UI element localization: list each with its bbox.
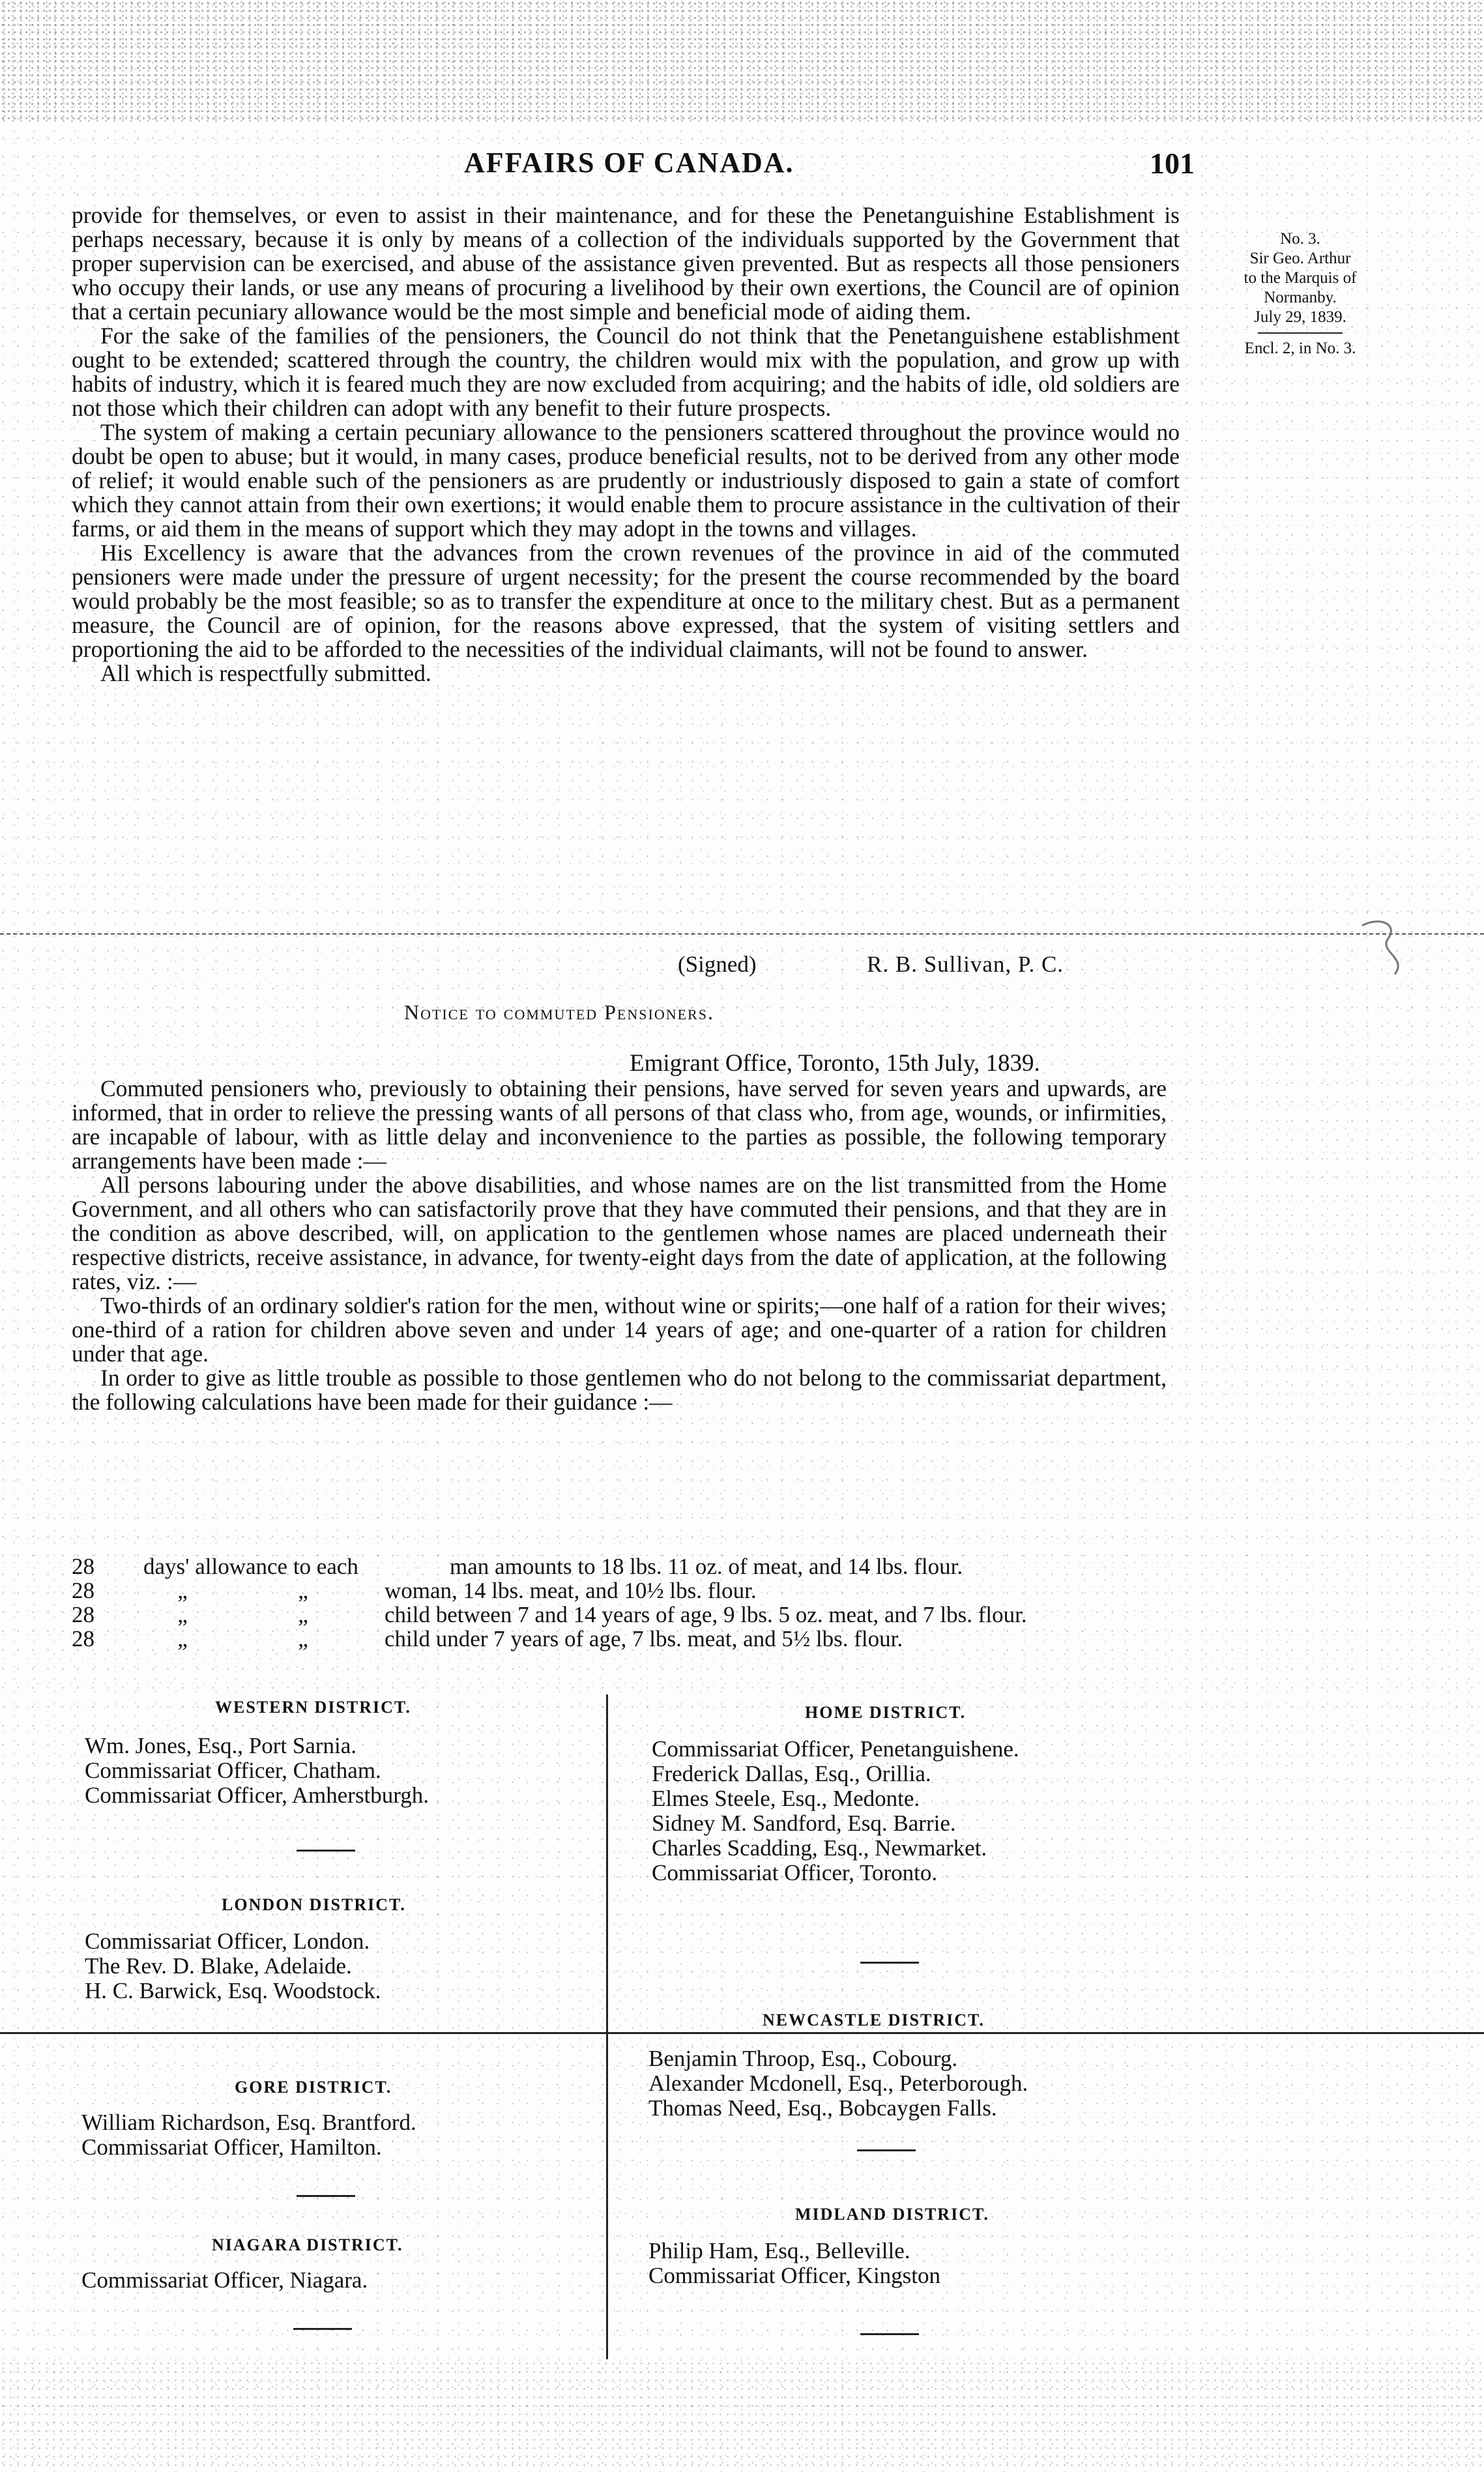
london-district-title: LONDON DISTRICT. (222, 1895, 406, 1914)
district-entry: Commissariat Officer, Niagara. (81, 2267, 368, 2293)
district-entry: Thomas Need, Esq., Bobcaygen Falls. (648, 2095, 997, 2121)
notice-body (72, 1077, 1167, 1414)
home-district-list (652, 1737, 1019, 1885)
section-rule (297, 1850, 355, 1852)
report-body (72, 203, 1180, 686)
margin-note-line: Sir Geo. Arthur (1249, 250, 1351, 267)
district-entry: Elmes Steele, Esq., Medonte. (652, 1786, 920, 1811)
london-district-list (85, 1929, 381, 2003)
newcastle-district-list (648, 2046, 1028, 2121)
district-entry: Benjamin Throop, Esq., Cobourg. (648, 2046, 958, 2071)
district-entry: Commissariat Officer, Penetanguishene. (652, 1736, 1019, 1762)
home-district-title: HOME DISTRICT. (805, 1703, 967, 1722)
newcastle-district-title: NEWCASTLE DISTRICT. (763, 2011, 985, 2029)
ditto-mark: „ (298, 1578, 308, 1603)
notice-office-date: Emigrant Office, Toronto, 15th July, 1839. (630, 1050, 1040, 1077)
margin-note-line: No. 3. (1280, 230, 1320, 248)
scan-noise-bottom (0, 2359, 1484, 2472)
district-entry: Frederick Dallas, Esq., Orillia. (652, 1761, 931, 1786)
pencil-mark-icon (1336, 912, 1440, 984)
gore-district-title: GORE DISTRICT. (235, 2078, 392, 2097)
district-entry: Commissariat Officer, Hamilton. (81, 2134, 382, 2160)
ditto-mark: „ (298, 1602, 308, 1627)
allowance-row (72, 1578, 1193, 1603)
scan-noise-top (0, 0, 1484, 124)
page-number: 101 (1150, 147, 1195, 180)
section-rule (857, 2149, 916, 2151)
allowance-desc: man amounts to 18 lbs. 11 oz. of meat, and 14 lbs. flour. (450, 1554, 963, 1579)
running-title: AFFAIRS OF CANADA. (464, 147, 794, 179)
ditto-mark: „ (177, 1602, 188, 1627)
section-rule (860, 1962, 919, 1964)
district-entry: Commissariat Officer, Chatham. (85, 1758, 381, 1783)
notice-paragraph: In order to give as little trouble as possible to those gentlemen who do not belong to the commissariat department, the following calculations have been made for their guidance :— (72, 1365, 1167, 1415)
column-divider (606, 1694, 608, 2359)
midland-district-title: MIDLAND DISTRICT. (795, 2205, 989, 2224)
district-entry: Commissariat Officer, London. (85, 1928, 370, 1954)
district-entry: The Rev. D. Blake, Adelaide. (85, 1953, 352, 1979)
district-entry: Alexander Mcdonell, Esq., Peterborough. (648, 2071, 1028, 2096)
district-entry: Wm. Jones, Esq., Port Sarnia. (85, 1733, 357, 1758)
report-paragraph: provide for themselves, or even to assist in their maintenance, and for these the Penetanguishine Establishment is perhaps necessary, because it is only by means of a collection of the individuals supported by the Government that proper supervision can be exercised, and abuse of the assistance given prevented. But as respects all those pensioners who occupy their lands, or use any means of procuring a livelihood by their own exertions, the Council are of opinion that a certain pecuniary allowance would be the most simple and beneficial mode of aiding them. (72, 202, 1180, 325)
notice-paragraph: Commuted pensioners who, previously to obtaining their pensions, have served for seven years and upwards, are informed, that in order to relieve the pressing wants of all persons of that class who, from age, wounds, or infirmities, are incapable of labour, with as little delay and inconvenience to the parties as possible, the following temporary arrangements have been made :— (72, 1075, 1167, 1174)
report-paragraph: His Excellency is aware that the advances from the crown revenues of the province in aid of the commuted pensioners were made under the pressure of urgent necessity; for the present the course recommended by the board would probably be the most feasible; so as to transfer the expenditure at once to the military chest. But as a permanent measure, the Council are of opinion, for the reasons above expressed, that the system of visiting settlers and proportioning the aid to be afforded to the necessities of the individual claimants, will not be found to answer. (72, 540, 1180, 662)
district-entry: Commissariat Officer, Amherstburgh. (85, 1782, 429, 1808)
notice-paragraph: Two-thirds of an ordinary soldier's ration for the men, without wine or spirits;—one half of a ration for their wives; one-third of a ration for children above seven and under 14 years of age; and one-quarter of a ration for children under that age. (72, 1292, 1167, 1367)
allowance-row (72, 1627, 1193, 1651)
notice-title: Notice to commuted Pensioners. (404, 1000, 714, 1024)
district-entry: Sidney M. Sandford, Esq. Barrie. (652, 1810, 956, 1836)
margin-note-divider (1258, 332, 1343, 334)
western-district-list (85, 1734, 429, 1808)
section-rule (293, 2328, 352, 2330)
section-rule (297, 2195, 355, 2197)
allowance-desc: child under 7 years of age, 7 lbs. meat, and 5½ lbs. flour. (385, 1626, 903, 1651)
gore-district-list (81, 2110, 416, 2160)
allowance-desc: child between 7 and 14 years of age, 9 lbs. 5 oz. meat, and 7 lbs. flour. (385, 1602, 1027, 1627)
margin-note-line: July 29, 1839. (1254, 308, 1346, 326)
signer-name: R. B. Sullivan, P. C. (867, 952, 1064, 977)
section-rule (860, 2333, 919, 2335)
allowance-desc: woman, 14 lbs. meat, and 10½ lbs. flour. (385, 1578, 757, 1603)
western-district-title: WESTERN DISTRICT. (215, 1698, 411, 1717)
allowance-days: 28 (72, 1578, 95, 1603)
district-entry: Philip Ham, Esq., Belleville. (648, 2238, 910, 2263)
district-entry: Commissariat Officer, Kingston (648, 2263, 941, 2288)
page-header (0, 146, 1484, 192)
district-entry: Commissariat Officer, Toronto. (652, 1860, 938, 1885)
allowance-table (72, 1554, 1193, 1651)
report-paragraph: For the sake of the families of the pensioners, the Council do not think that the Penetanguishene establishment ought to be extended; scattered through the country, the children would mix with the population, and grow up with habits of industry, which it is feared much they are now excluded from acquiring; and the habits of idle, old soldiers are not those which their children can adopt with any benefit to their future prospects. (72, 323, 1180, 421)
midland-district-list (648, 2239, 940, 2288)
ditto-mark: „ (298, 1626, 308, 1651)
margin-note (1212, 229, 1388, 358)
district-entry: Charles Scadding, Esq., Newmarket. (652, 1835, 987, 1861)
margin-note-line: to the Marquis of (1244, 269, 1357, 287)
ditto-mark: „ (177, 1578, 188, 1603)
allowance-days: 28 (72, 1626, 95, 1651)
allowance-row (72, 1603, 1193, 1627)
niagara-district-list (81, 2268, 368, 2293)
margin-note-line: Normanby. (1264, 289, 1337, 306)
dashed-rule (0, 933, 1484, 935)
niagara-district-title: NIAGARA DISTRICT. (212, 2235, 403, 2254)
margin-note-line: Encl. 2, in No. 3. (1244, 340, 1356, 357)
horizontal-divider (0, 2032, 1484, 2034)
allowance-days: 28 (72, 1602, 95, 1627)
allowance-lead: days' allowance to each (143, 1554, 358, 1579)
district-entry: William Richardson, Esq. Brantford. (81, 2110, 416, 2135)
allowance-row (72, 1554, 1193, 1578)
district-entry: H. C. Barwick, Esq. Woodstock. (85, 1978, 381, 2003)
notice-paragraph: All persons labouring under the above disabilities, and whose names are on the list transmitted from the Home Government, and all others who can satisfactorily prove that they have commuted their pensions, and that they are in the condition as above described, will, on application to the gentlemen whose names are placed underneath their respective districts, receive assistance, in advance, for twenty-eight days from the date of application, at the following rates, viz. :— (72, 1172, 1167, 1294)
allowance-days: 28 (72, 1554, 95, 1579)
signed-label: (Signed) (678, 952, 757, 977)
report-closing: All which is respectfully submitted. (100, 660, 431, 686)
report-paragraph: The system of making a certain pecuniary allowance to the pensioners scattered throughout the province would no doubt be open to abuse; but it would, in many cases, produce beneficial results, not to be derived from any other mode of relief; it would enable such of the pensioners as are prudently or industriously disposed to gain a state of comfort which they cannot attain from their own exertions; it would enable them to procure assistance in the cultivation of their farms, or aid them in the means of support which they may adopt in the towns and villages. (72, 419, 1180, 542)
ditto-mark: „ (177, 1626, 188, 1651)
